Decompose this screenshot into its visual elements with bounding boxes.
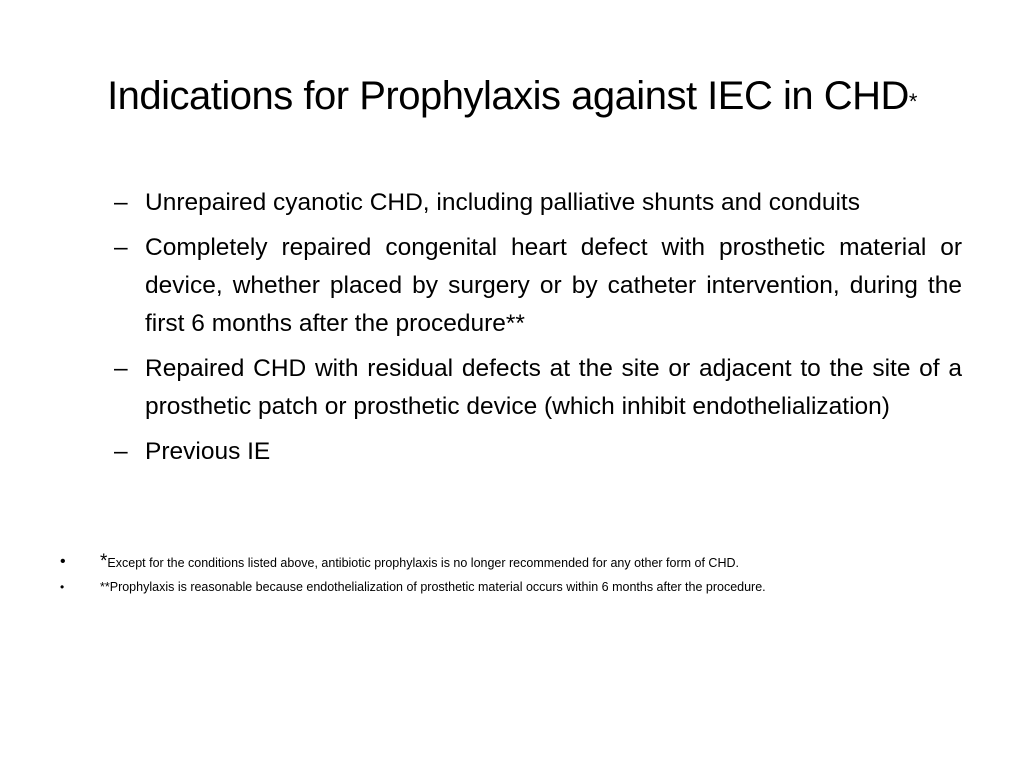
- slide-title-text: Indications for Prophylaxis against IEC in CHD: [107, 74, 909, 118]
- list-item: [108, 433, 962, 471]
- footnote-prefix: *: [100, 551, 108, 572]
- footnote-text: Except for the conditions listed above, antibiotic prophylaxis is no longer recommended for any other form of CHD.: [107, 556, 739, 570]
- slide-title-marker: *: [908, 89, 917, 114]
- list-item-text: Completely repaired congenital heart defect with prosthetic material or device, whether placed by surgery or by catheter intervention, during the first 6 months after the procedure**: [145, 234, 962, 337]
- list-item-text: Unrepaired cyanotic CHD, including palliative shunts and conduits: [145, 189, 860, 216]
- footnote-text: **Prophylaxis is reasonable because endothelialization of prosthetic material occurs within 6 months after the procedure.: [100, 580, 766, 594]
- footnote: [56, 575, 976, 599]
- dash-marker: –: [114, 189, 128, 216]
- list-item: [108, 184, 962, 222]
- list-item-text: Previous IE: [145, 438, 271, 465]
- bullet-dot: •: [60, 580, 65, 594]
- list-item: [108, 350, 962, 426]
- dash-marker: –: [114, 355, 128, 382]
- dash-marker: –: [114, 234, 128, 261]
- indications-list: [108, 184, 962, 478]
- list-item-text: Repaired CHD with residual defects at the site or adjacent to the site of a prosthetic patch or prosthetic device (which inhibit endothelialization): [145, 355, 962, 420]
- bullet-dot: •: [60, 553, 66, 570]
- footnotes-list: [56, 550, 976, 599]
- dash-marker: –: [114, 438, 128, 465]
- footnote: [56, 550, 976, 575]
- slide-title: [60, 70, 964, 128]
- list-item: [108, 229, 962, 343]
